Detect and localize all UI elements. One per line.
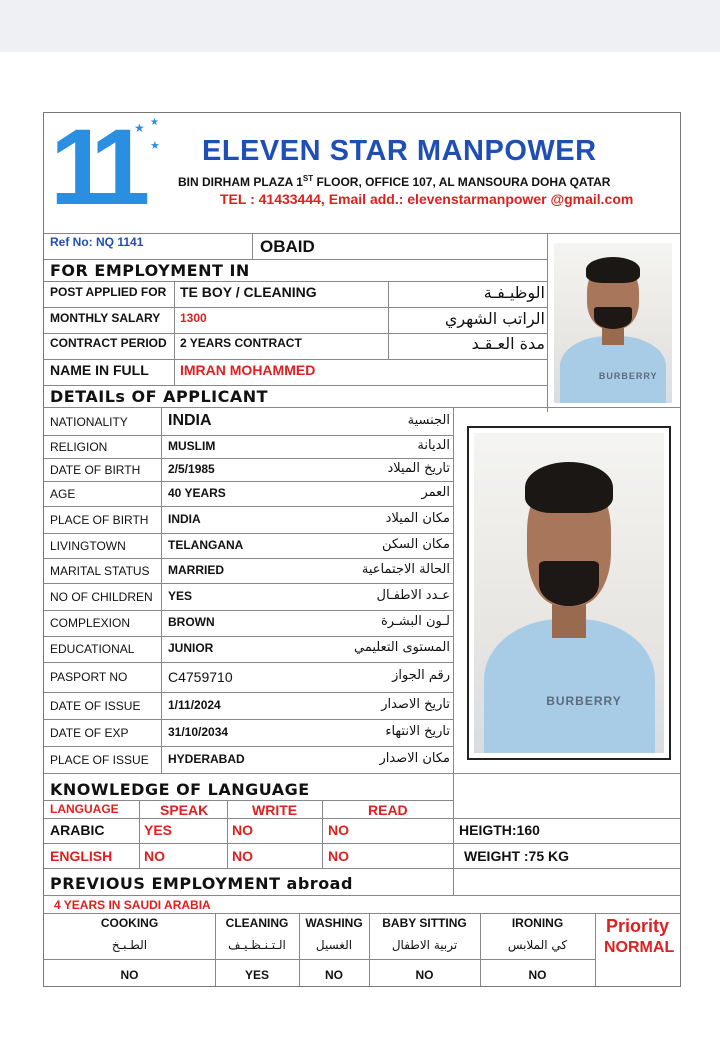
company-contact: TEL : 41433444, Email add.: elevenstarmanpower @gmail.com bbox=[220, 191, 634, 207]
language-speak: NO bbox=[144, 848, 165, 864]
skill-value: NO bbox=[325, 968, 343, 982]
company-logo bbox=[50, 106, 160, 227]
detail-value: 2/5/1985 bbox=[168, 461, 215, 476]
detail-label: PLACE OF BIRTH bbox=[50, 512, 149, 527]
detail-arabic: تاريخ الميلاد bbox=[387, 460, 450, 476]
detail-value: MARRIED bbox=[168, 562, 224, 577]
previous-employment-heading: PREVIOUS EMPLOYMENT abroad bbox=[50, 874, 353, 893]
skill-arabic: كي الملابس bbox=[507, 938, 568, 952]
detail-value: 1/11/2024 bbox=[168, 697, 221, 712]
detail-label: PASPORT NO bbox=[50, 670, 128, 684]
detail-label: COMPLEXION bbox=[50, 616, 131, 630]
weight-value: WEIGHT :75 KG bbox=[464, 848, 570, 864]
employment-arabic: الوظيـفـة bbox=[483, 283, 545, 302]
detail-value: YES bbox=[168, 588, 193, 603]
previous-employment-value: 4 YEARS IN SAUDI ARABIA bbox=[54, 898, 211, 912]
language-header: LANGUAGE bbox=[50, 802, 119, 816]
detail-label: MARITAL STATUS bbox=[50, 563, 150, 578]
detail-value: MUSLIM bbox=[168, 438, 216, 453]
language-header: SPEAK bbox=[160, 802, 209, 818]
shirt-print: BURBERRY bbox=[546, 694, 622, 709]
priority-label: Priority bbox=[606, 916, 670, 936]
detail-arabic: مكان الميلاد bbox=[385, 510, 450, 526]
employment-value: 2 YEARS CONTRACT bbox=[180, 336, 302, 350]
detail-arabic: الديانة bbox=[417, 437, 450, 453]
detail-value: C4759710 bbox=[168, 669, 233, 685]
detail-label: PLACE OF ISSUE bbox=[50, 752, 149, 767]
employment-value: 1300 bbox=[180, 311, 207, 325]
employment-label: CONTRACT PERIOD bbox=[50, 336, 167, 350]
applicant-name: IMRAN MOHAMMED bbox=[180, 362, 316, 378]
ref-number: Ref No: NQ 1141 bbox=[50, 235, 144, 249]
detail-label: DATE OF EXP bbox=[50, 725, 129, 740]
detail-value: JUNIOR bbox=[168, 641, 214, 655]
skill-arabic: الغسيل bbox=[315, 938, 353, 952]
language-speak: YES bbox=[144, 822, 173, 838]
employment-label: MONTHLY SALARY bbox=[50, 311, 161, 325]
star-icon: ★ bbox=[150, 140, 160, 152]
employment-arabic: الراتب الشهري bbox=[444, 309, 545, 328]
detail-label: EDUCATIONAL bbox=[50, 642, 135, 656]
language-write: NO bbox=[232, 848, 253, 864]
employment-label: POST APPLIED FOR bbox=[50, 285, 167, 299]
employment-value: TE BOY / CLEANING bbox=[180, 284, 317, 300]
detail-value: 40 YEARS bbox=[168, 485, 226, 500]
star-icon: ★ bbox=[134, 121, 145, 135]
detail-arabic: المستوى التعليمي bbox=[354, 640, 450, 655]
employment-heading: FOR EMPLOYMENT IN bbox=[50, 261, 250, 280]
detail-arabic: الحالة الاجتماعية bbox=[361, 561, 450, 577]
detail-label: LIVINGTOWN bbox=[50, 538, 126, 553]
skill-label: CLEANING bbox=[225, 916, 289, 930]
skill-value: NO bbox=[120, 968, 139, 982]
detail-arabic: مكان السكن bbox=[381, 536, 450, 552]
company-address: BIN DIRHAM PLAZA 1ST FLOOR, OFFICE 107, AL MANSOURA DOHA QATAR bbox=[178, 174, 611, 189]
applicant-photo-large bbox=[474, 433, 664, 753]
detail-label: DATE OF ISSUE bbox=[50, 698, 141, 713]
height-value: HEIGTH:160 bbox=[459, 822, 540, 838]
skill-value: YES bbox=[244, 968, 269, 982]
detail-value: BROWN bbox=[168, 615, 215, 629]
detail-arabic: الجنسية bbox=[407, 412, 450, 428]
priority-value: NORMAL bbox=[604, 939, 675, 956]
detail-value: INDIA bbox=[168, 511, 201, 526]
detail-label: AGE bbox=[50, 486, 76, 501]
detail-arabic: مكان الاصدار bbox=[379, 750, 450, 766]
name-label: NAME IN FULL bbox=[50, 362, 149, 378]
detail-value: 31/10/2034 bbox=[168, 724, 229, 739]
skill-arabic: الـتـنـظـيـف bbox=[228, 938, 286, 952]
language-read: NO bbox=[328, 822, 349, 838]
company-name: ELEVEN STAR MANPOWER bbox=[202, 135, 597, 167]
star-icon: ★ bbox=[150, 117, 159, 128]
detail-value: INDIA bbox=[168, 411, 212, 429]
detail-arabic: رقم الجواز bbox=[392, 668, 450, 683]
skill-label: IRONING bbox=[511, 916, 564, 930]
detail-value: HYDERABAD bbox=[168, 751, 245, 766]
detail-label: NATIONALITY bbox=[50, 414, 128, 429]
detail-arabic: عـدد الاطفـال bbox=[376, 587, 450, 603]
logo-number: 11 bbox=[50, 106, 137, 227]
application-form bbox=[43, 106, 681, 987]
skill-arabic: الطـبـخ bbox=[111, 938, 148, 952]
detail-label: RELIGION bbox=[50, 439, 108, 454]
skill-value: NO bbox=[415, 968, 434, 982]
detail-arabic: العمر bbox=[421, 484, 450, 500]
language-heading: KNOWLEDGE OF LANGUAGE bbox=[50, 780, 310, 799]
employment-arabic: مدة العـقـد bbox=[471, 334, 545, 353]
language-write: NO bbox=[232, 822, 253, 838]
applicant-photo-small bbox=[554, 243, 672, 403]
shirt-print: BURBERRY bbox=[598, 370, 658, 381]
details-heading: DETAILs OF APPLICANT bbox=[50, 387, 269, 406]
skill-label: BABY SITTING bbox=[382, 916, 467, 930]
language-name: ENGLISH bbox=[50, 848, 113, 864]
agent-name: OBAID bbox=[260, 237, 315, 256]
detail-arabic: تاريخ الانتهاء bbox=[385, 723, 450, 739]
language-header: WRITE bbox=[252, 802, 298, 818]
detail-arabic: لـون البشـرة bbox=[380, 614, 450, 629]
top-bar bbox=[0, 0, 720, 52]
detail-label: DATE OF BIRTH bbox=[50, 462, 141, 477]
detail-value: TELANGANA bbox=[168, 537, 244, 552]
skill-label: COOKING bbox=[100, 916, 159, 930]
detail-label: NO OF CHILDREN bbox=[50, 589, 153, 604]
skill-value: NO bbox=[528, 968, 547, 982]
skill-label: WASHING bbox=[305, 916, 363, 930]
detail-arabic: تاريخ الاصدار bbox=[381, 696, 450, 712]
skill-arabic: تربية الاطفال bbox=[391, 938, 458, 952]
language-name: ARABIC bbox=[50, 822, 105, 838]
language-header: READ bbox=[368, 802, 408, 818]
language-read: NO bbox=[328, 848, 349, 864]
